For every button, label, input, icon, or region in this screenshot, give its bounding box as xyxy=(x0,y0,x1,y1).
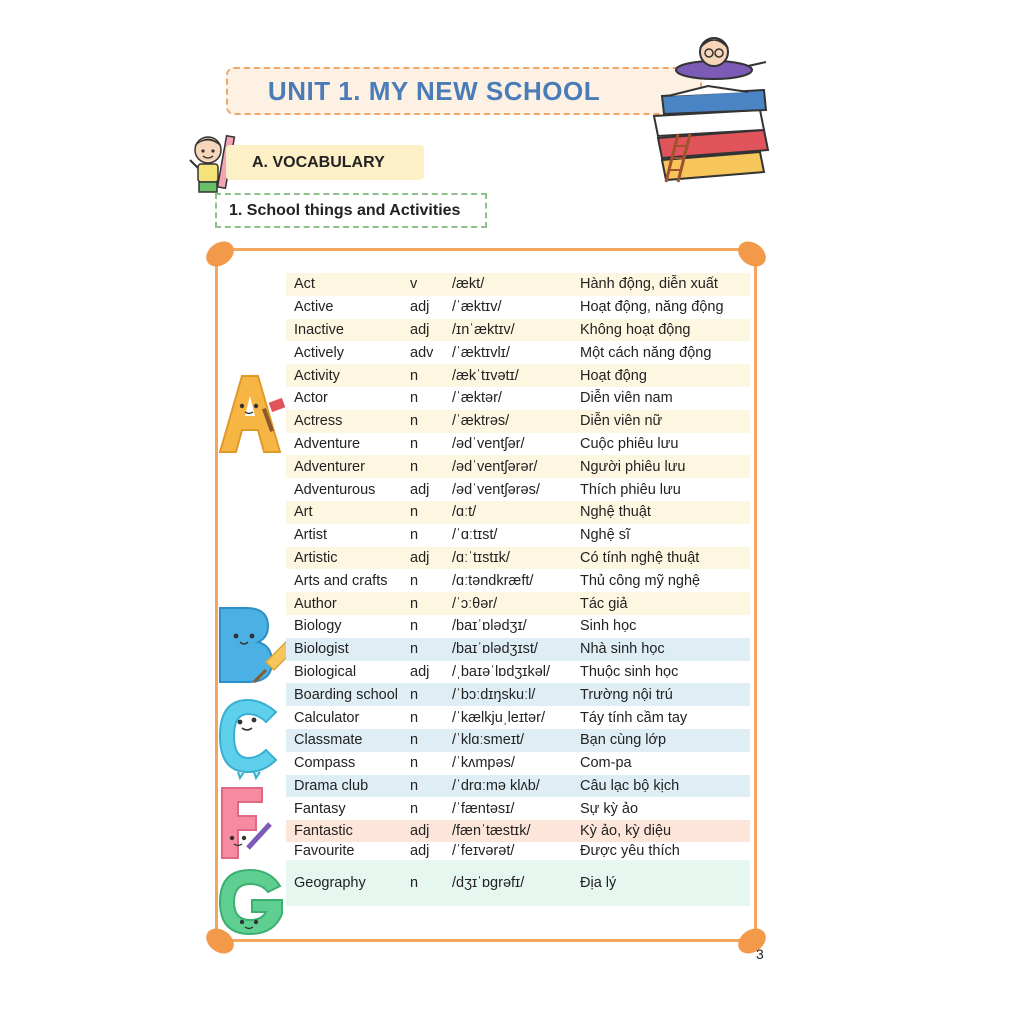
part-of-speech: n xyxy=(410,572,419,589)
table-row xyxy=(286,478,750,501)
girl-reading-on-books-icon xyxy=(648,34,774,184)
vietnamese-meaning: Không hoạt động xyxy=(580,321,691,338)
pronunciation: /ˈɑːtɪst/ xyxy=(452,527,498,544)
section-heading: A. VOCABULARY xyxy=(226,145,424,180)
table-row xyxy=(286,752,750,775)
vocab-word: Geography xyxy=(294,875,366,892)
vocab-word: Arts and crafts xyxy=(294,572,388,589)
part-of-speech: n xyxy=(410,686,419,703)
table-row xyxy=(286,364,750,387)
part-of-speech: n xyxy=(410,527,419,544)
table-row xyxy=(286,319,750,342)
vocab-word: Artistic xyxy=(294,549,338,566)
part-of-speech: n xyxy=(410,641,419,658)
pronunciation: /ˌbaɪəˈlɒdʒɪkəl/ xyxy=(452,663,551,680)
pronunciation: /fænˈtæstɪk/ xyxy=(452,823,531,840)
part-of-speech: n xyxy=(410,732,419,749)
vocab-word: Drama club xyxy=(294,777,369,794)
pronunciation: /ɑːt/ xyxy=(452,504,477,521)
pronunciation: /ədˈventʃər/ xyxy=(452,435,525,452)
table-row xyxy=(286,729,750,752)
page-number: 3 xyxy=(756,946,764,962)
vocab-word: Calculator xyxy=(294,709,360,726)
vietnamese-meaning: Người phiêu lưu xyxy=(580,458,686,475)
part-of-speech: n xyxy=(410,367,419,384)
vietnamese-meaning: Thuộc sinh học xyxy=(580,663,679,680)
pronunciation: /ɑːˈtɪstɪk/ xyxy=(452,549,510,566)
pronunciation: /ədˈventʃərəs/ xyxy=(452,481,540,498)
vocab-word: Activity xyxy=(294,367,340,384)
table-row xyxy=(286,433,750,456)
pronunciation: /ækˈtɪvətɪ/ xyxy=(452,367,519,384)
vocab-word: Fantastic xyxy=(294,823,353,840)
vietnamese-meaning: Diễn viên nữ xyxy=(580,413,663,430)
vietnamese-meaning: Bạn cùng lớp xyxy=(580,732,667,749)
vietnamese-meaning: Tác giả xyxy=(580,595,628,612)
table-row xyxy=(286,661,750,684)
letter-g-character-icon xyxy=(214,866,288,938)
table-row xyxy=(286,683,750,706)
letter-a-character-icon xyxy=(214,370,294,456)
table-row xyxy=(286,273,750,296)
part-of-speech: n xyxy=(410,709,419,726)
part-of-speech: adj xyxy=(410,663,430,680)
vocab-word: Actor xyxy=(294,390,328,407)
part-of-speech: adj xyxy=(410,549,430,566)
vietnamese-meaning: Thủ công mỹ nghệ xyxy=(580,572,701,589)
pronunciation: /ɑːtəndkræft/ xyxy=(452,572,534,589)
vocab-word: Inactive xyxy=(294,321,344,338)
letter-b-character-icon xyxy=(216,604,296,686)
unit-title-box xyxy=(226,67,702,115)
vietnamese-meaning: Diễn viên nam xyxy=(580,390,673,407)
vietnamese-meaning: Câu lạc bộ kịch xyxy=(580,777,680,794)
table-row xyxy=(286,842,750,860)
table-row xyxy=(286,797,750,820)
vietnamese-meaning: Com-pa xyxy=(580,755,632,772)
pronunciation: /dʒɪˈɒgrəfɪ/ xyxy=(452,875,525,892)
pronunciation: /ədˈventʃərər/ xyxy=(452,458,538,475)
vocab-word: Active xyxy=(294,299,334,316)
table-row xyxy=(286,569,750,592)
vietnamese-meaning: Cuộc phiêu lưu xyxy=(580,435,679,452)
pronunciation: /ˈæktɪv/ xyxy=(452,299,502,316)
vietnamese-meaning: Nhà sinh học xyxy=(580,641,665,658)
vocab-word: Actively xyxy=(294,344,344,361)
vocab-word: Fantasy xyxy=(294,800,346,817)
table-row xyxy=(286,638,750,661)
vocab-word: Artist xyxy=(294,527,328,544)
pronunciation: /ɪnˈæktɪv/ xyxy=(452,321,515,338)
pronunciation: /ˈæktɪvlɪ/ xyxy=(452,344,510,361)
letter-c-character-icon xyxy=(214,696,286,780)
subsection-heading: 1. School things and Activities xyxy=(215,193,487,228)
vietnamese-meaning: Sinh học xyxy=(580,618,637,635)
table-row xyxy=(286,615,750,638)
pronunciation: /ˈɔːθər/ xyxy=(452,595,498,612)
unit-title: UNIT 1. MY NEW SCHOOL xyxy=(267,75,601,106)
part-of-speech: n xyxy=(410,755,419,772)
part-of-speech: adj xyxy=(410,823,430,840)
vocab-word: Classmate xyxy=(294,732,363,749)
table-row xyxy=(286,775,750,798)
vocab-word: Art xyxy=(294,504,313,521)
table-row xyxy=(286,547,750,570)
pronunciation: /baɪˈɒlədʒɪ/ xyxy=(452,618,527,635)
table-row xyxy=(286,341,750,364)
part-of-speech: n xyxy=(410,800,419,817)
vietnamese-meaning: Một cách năng động xyxy=(580,344,712,361)
vocab-word: Biology xyxy=(294,618,342,635)
part-of-speech: n xyxy=(410,777,419,794)
vocab-word: Adventure xyxy=(294,435,361,452)
vietnamese-meaning: Trường nội trú xyxy=(580,686,673,703)
vietnamese-meaning: Nghệ sĩ xyxy=(580,527,630,544)
part-of-speech: v xyxy=(410,276,418,293)
vocab-word: Act xyxy=(294,276,315,293)
vietnamese-meaning: Được yêu thích xyxy=(580,843,680,860)
part-of-speech: n xyxy=(410,458,419,475)
pronunciation: /ˈfeɪvərət/ xyxy=(452,843,515,860)
table-row xyxy=(286,592,750,615)
vietnamese-meaning: Hành động, diễn xuất xyxy=(580,276,718,293)
pronunciation: /ˈklɑːsmeɪt/ xyxy=(452,732,525,749)
vocab-word: Biological xyxy=(294,663,357,680)
vocab-word: Biologist xyxy=(294,641,349,658)
part-of-speech: n xyxy=(410,595,419,612)
table-row xyxy=(286,387,750,410)
vietnamese-meaning: Nghệ thuật xyxy=(580,504,651,521)
part-of-speech: n xyxy=(410,435,419,452)
pronunciation: /ˈfæntəsɪ/ xyxy=(452,800,515,817)
vietnamese-meaning: Táy tính cầm tay xyxy=(580,709,688,726)
vietnamese-meaning: Sự kỳ ảo xyxy=(580,800,639,817)
part-of-speech: adj xyxy=(410,481,430,498)
vocab-word: Adventurous xyxy=(294,481,376,498)
vocab-word: Adventurer xyxy=(294,458,365,475)
letter-f-character-icon xyxy=(218,784,274,862)
table-row xyxy=(286,524,750,547)
pronunciation: /ˈbɔːdɪŋskuːl/ xyxy=(452,686,536,703)
vietnamese-meaning: Địa lý xyxy=(580,875,617,892)
part-of-speech: n xyxy=(410,390,419,407)
vietnamese-meaning: Có tính nghệ thuật xyxy=(580,549,700,566)
vocab-word: Favourite xyxy=(294,843,355,860)
pronunciation: /ˈæktrəs/ xyxy=(452,413,510,430)
pronunciation: /ˈæktər/ xyxy=(452,390,502,407)
part-of-speech: n xyxy=(410,413,419,430)
table-row xyxy=(286,296,750,319)
vietnamese-meaning: Thích phiêu lưu xyxy=(580,481,681,498)
vocab-word: Compass xyxy=(294,755,356,772)
table-row xyxy=(286,860,750,906)
part-of-speech: adj xyxy=(410,321,430,338)
vietnamese-meaning: Hoạt động, năng động xyxy=(580,299,724,316)
part-of-speech: n xyxy=(410,504,419,521)
vocab-word: Boarding school xyxy=(294,686,398,703)
vocab-word: Author xyxy=(294,595,337,612)
vietnamese-meaning: Kỳ ảo, kỳ diệu xyxy=(580,823,672,840)
table-row xyxy=(286,410,750,433)
part-of-speech: adj xyxy=(410,299,430,316)
table-row xyxy=(286,706,750,729)
pronunciation: /baɪˈɒlədʒɪst/ xyxy=(452,641,538,658)
pronunciation: /ækt/ xyxy=(452,276,485,293)
table-row xyxy=(286,820,750,842)
pronunciation: /ˈdrɑːmə klʌb/ xyxy=(452,777,540,794)
table-row xyxy=(286,501,750,524)
part-of-speech: adj xyxy=(410,843,430,860)
vocab-word: Actress xyxy=(294,413,343,430)
pronunciation: /ˈkælkjuˌleɪtər/ xyxy=(452,709,545,726)
part-of-speech: n xyxy=(410,875,419,892)
vocabulary-table xyxy=(286,273,750,906)
part-of-speech: adv xyxy=(410,344,434,361)
pronunciation: /ˈkʌmpəs/ xyxy=(452,755,515,772)
table-row xyxy=(286,455,750,478)
vietnamese-meaning: Hoạt động xyxy=(580,367,647,384)
part-of-speech: n xyxy=(410,618,419,635)
